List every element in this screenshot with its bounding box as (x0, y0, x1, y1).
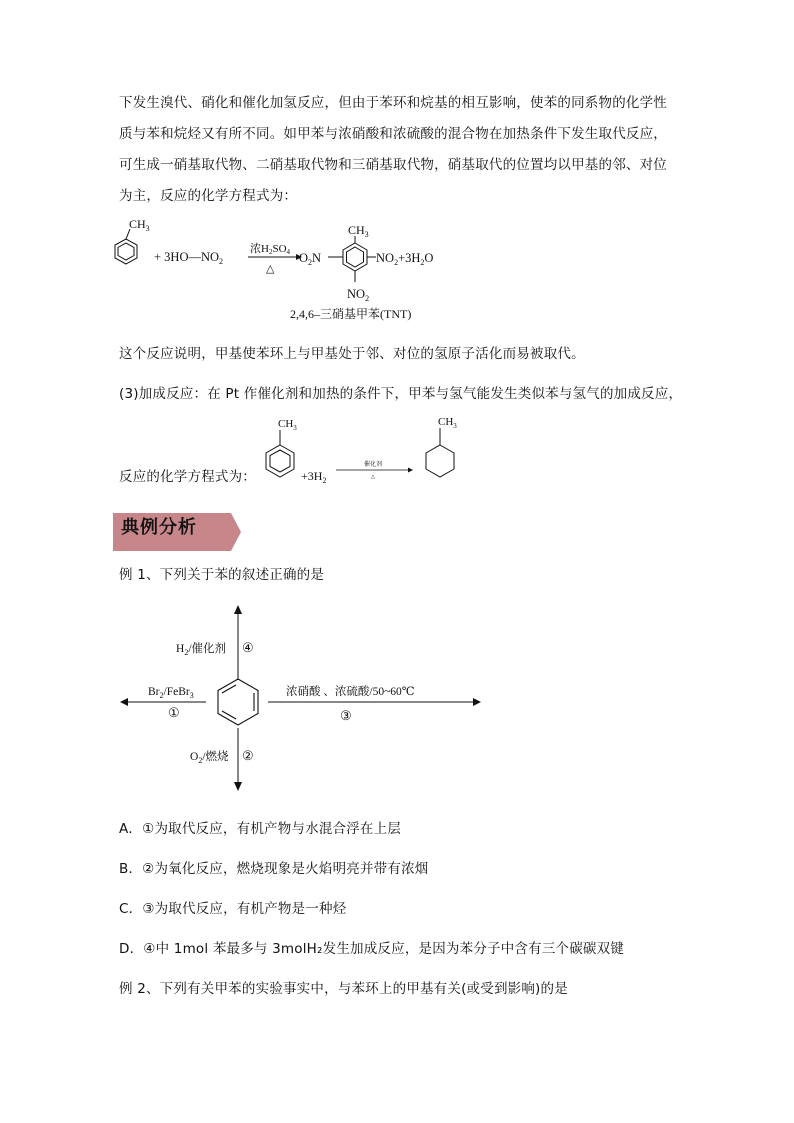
nitric-acid-reagent: + $3HO—NO_2$ (154, 250, 224, 266)
intro-line-1: 下发生溴代、硝化和催化加氢反应，但由于苯环和烷基的相互影响，使苯的同系物的化学性 (119, 95, 667, 111)
arrow-down-head (234, 782, 242, 791)
heat-symbol-2: △ (371, 475, 375, 480)
label-num-2: ② (242, 748, 254, 763)
tnt-name: 2,4,6–三硝基甲苯(TNT) (290, 307, 412, 321)
option-c: C．③为取代反应，有机产物是一种烃 (119, 901, 347, 917)
option-d: D．④中 1mol 苯最多与 3molH₂发生加成反应，是因为苯分子中含有三个碳碳双键 (119, 941, 625, 957)
label-num-4: ④ (242, 640, 254, 655)
o2n-group: $O_2N$ (299, 251, 322, 267)
label-num-1: ① (168, 705, 180, 720)
toluene-structure (115, 229, 137, 264)
option-a: A．①为取代反应，有机产物与水混合浮在上层 (119, 821, 402, 837)
example1-question: 例 1、下列关于苯的叙述正确的是 (119, 567, 325, 583)
diagram-arrows (128, 614, 473, 782)
tnt-ring (328, 236, 376, 282)
arrow-left-head (120, 698, 128, 706)
catalyst-label: 浓H2SO4 (250, 243, 291, 256)
hydrogenation-equation (258, 408, 478, 490)
no2-right-water: $NO_2+3H_2O$ (376, 251, 434, 267)
label-nitration: 浓硝酸 、浓硫酸/50~60℃ (286, 686, 415, 698)
example2-question: 例 2、下列有关甲苯的实验事实中，与苯环上的甲基有关(或受到影响)的是 (119, 981, 568, 997)
methylcyclohexane-structure (426, 428, 454, 477)
ch3-label-eq2-right: $CH_3$ (438, 416, 457, 430)
benzene-ring (218, 679, 258, 725)
ch3-label-eq2-left: $CH_3$ (278, 418, 297, 432)
intro-line-4: 为主，反应的化学方程式为： (119, 188, 298, 204)
ch3-label-left: $CH_3$ (129, 217, 150, 233)
label-num-3: ③ (340, 708, 352, 723)
h2-reagent: $+3H_2$ (301, 469, 327, 485)
arrow-right-head (473, 698, 481, 706)
intro-line-3: 可生成一硝基取代物、二硝基取代物和三硝基取代物，硝基取代的位置均以甲基的邻、对位 (119, 157, 667, 173)
option-b: B．②为氧化反应，燃烧现象是火焰明亮并带有浓烟 (119, 861, 429, 877)
heat-symbol: △ (266, 263, 275, 275)
benzene-reaction-diagram (118, 600, 488, 800)
toluene-structure-2 (266, 430, 294, 477)
ch3-label-tnt: $CH_3$ (348, 223, 369, 239)
intro-line-2: 质与苯和烷烃又有所不同。如甲苯与浓硝酸和浓硫酸的混合物在加热条件下发生取代反应， (119, 126, 667, 142)
label-br2-febr3: $Br_2/FeBr_3$ (148, 686, 194, 700)
no2-bottom: $NO_2$ (347, 287, 370, 303)
explain-text: 这个反应说明，甲基使苯环上与甲基处于邻、对位的氢原子活化而易被取代。 (119, 346, 585, 362)
label-h2-catalyst: $H_2/$催化剂 (176, 643, 227, 657)
catalyst-label-2: 催化剂 (364, 462, 383, 468)
addition-text: (3)加成反应：在 Pt 作催化剂和加热的条件下，甲苯与氢气能发生类似苯与氢气的加成反应， (119, 386, 683, 402)
label-o2-burn: $O_2/$燃烧 (190, 751, 229, 765)
section-title: 典例分析 (121, 517, 197, 538)
reaction-arrow-2 (336, 468, 413, 473)
nitration-equation (110, 212, 470, 327)
eq2-label: 反应的化学方程式为： (119, 469, 256, 485)
arrow-up-head (234, 605, 242, 614)
